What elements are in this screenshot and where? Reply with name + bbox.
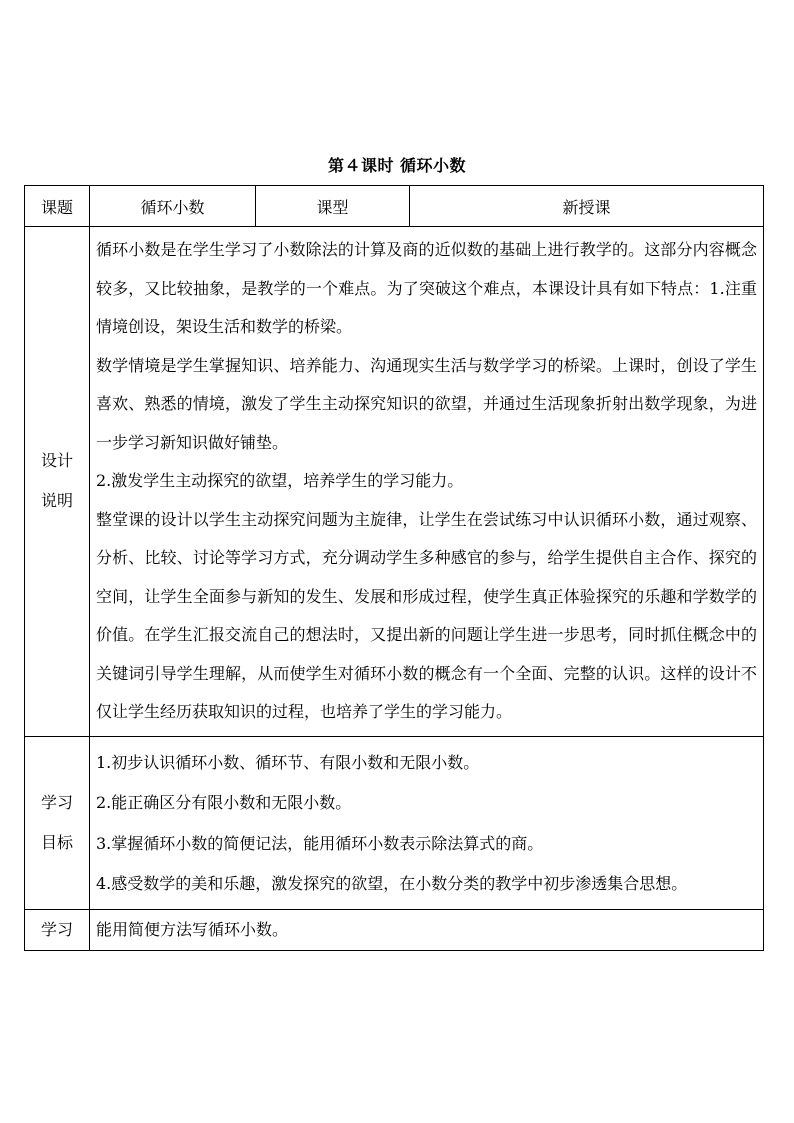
design-content <box>90 227 764 737</box>
design-paragraph: 循环小数是在学生学习了小数除法的计算及商的近似数的基础上进行教学的。这部分内容概念较多，又比较抽象，是教学的一个难点。为了突破这个难点，本课设计具有如下特点：1.注重情境创设，架设生活和数学的桥梁。 <box>96 240 757 336</box>
page-title: 第４课时 循环小数 <box>327 156 467 175</box>
goal-item: 1.初步认识循环小数、循环节、有限小数和无限小数。 <box>96 752 480 772</box>
lesson-plan-table <box>24 185 764 951</box>
design-row <box>25 227 764 737</box>
design-paragraph: 整堂课的设计以学生主动探究问题为主旋律，让学生在尝试练习中认识循环小数，通过观察、分析、比较、讨论等学习方式，充分调动学生多种感官的参与，给学生提供自主合作、探究的空间，让学生全面参与新知的发生、发展和形成过程，使学生真正体验探究的乐趣和学数学的价值。在学生汇报交流自己的想法时，又提出新的问题让学生进一步思考，同时抓住概念中的关键词引导学生理解，从而使学生对循环小数的概念有一个全面、完整的认识。这样的设计不仅让学生经历获取知识的过程，也培养了学生的学习能力。 <box>96 509 757 721</box>
goals-content <box>90 736 764 909</box>
header-row <box>25 186 764 227</box>
topic-value: 循环小数 <box>90 186 256 227</box>
keypoint-row <box>25 909 764 950</box>
design-label <box>25 227 90 737</box>
design-label-line1: 设计 <box>40 451 73 471</box>
goals-row <box>25 736 764 909</box>
design-paragraph: 2.激发学生主动探究的欲望，培养学生的学习能力。 <box>96 471 464 490</box>
goal-item: 2.能正确区分有限小数和无限小数。 <box>96 793 352 812</box>
lesson-type-value: 新授课 <box>410 186 764 227</box>
topic-label: 课题 <box>25 186 90 227</box>
goal-item: 4.感受数学的美和乐趣，激发探究的欲望，在小数分类的教学中初步渗透集合思想。 <box>96 874 688 893</box>
goals-label-line2: 目标 <box>40 832 73 852</box>
keypoint-label: 学习 <box>25 909 90 950</box>
goals-label <box>25 736 90 909</box>
design-paragraph: 数学情境是学生掌握知识、培养能力、沟通现实生活与数学学习的桥梁。上课时，创设了学生喜欢、熟悉的情境，激发了学生主动探究知识的欲望，并通过生活现象折射出数学现象，为进一步学习新知识做好铺垫。 <box>96 355 757 452</box>
lesson-type-label: 课型 <box>256 186 410 227</box>
goal-item: 3.掌握循环小数的简便记法，能用循环小数表示除法算式的商。 <box>96 833 544 853</box>
keypoint-content: 能用简便方法写循环小数。 <box>90 909 764 950</box>
design-label-line2: 说明 <box>40 491 73 511</box>
goals-label-line1: 学习 <box>40 792 73 812</box>
